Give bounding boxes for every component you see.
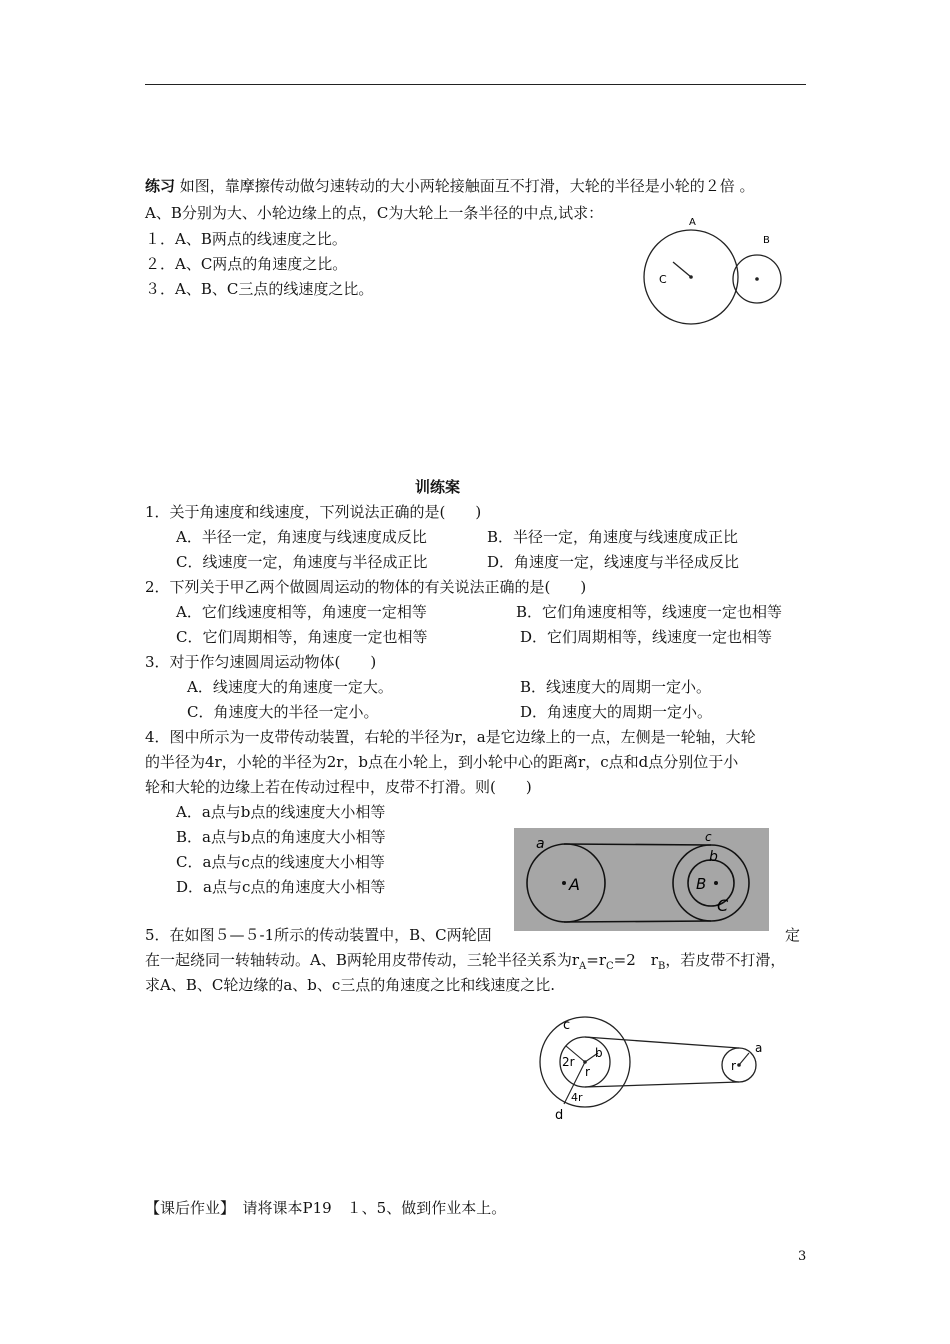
fig3-label-c: c — [563, 1018, 571, 1033]
q5-stem-1-right: 定 — [785, 926, 801, 944]
fig3-label-b: b — [595, 1046, 603, 1060]
page-number: 3 — [798, 1249, 807, 1264]
q2-option-c: C．它们周期相等，角速度一定也相等 — [176, 628, 428, 646]
fig3-label-ra: r — [731, 1059, 736, 1073]
header-rule — [145, 84, 806, 85]
q4-option-a: A．a点与b点的线速度大小相等 — [176, 803, 386, 821]
q1-stem: 1．关于角速度和线速度，下列说法正确的是( ) — [145, 503, 482, 521]
q4-stem-2: 的半径为4r，小轮的半径为2r，b点在小轮上，到小轮中心的距离r，c点和d点分别位于小 — [145, 753, 739, 771]
q1-option-d: D．角速度一定，线速度与半径成反比 — [487, 553, 740, 571]
q5-sub-c: C — [606, 961, 614, 972]
friction-wheels-figure — [640, 212, 800, 327]
q2-option-a: A．它们线速度相等，角速度一定相等 — [176, 603, 427, 621]
practice-line-2: A、B分别为大、小轮边缘上的点，C为大轮上一条半径的中点,试求： — [145, 204, 604, 222]
training-title: 训练案 — [415, 478, 461, 496]
q5-sub-a: A — [579, 961, 587, 972]
fig2-label-c: c — [705, 830, 712, 844]
fig2-label-b: b — [709, 849, 718, 865]
q1-option-a: A．半径一定，角速度与线速度成反比 — [176, 528, 427, 546]
q3-option-d: D．角速度大的周期一定小。 — [520, 703, 713, 721]
q5-stem-2-pre: 在一起绕同一转轴转动。A、B两轮用皮带传动，三轮半径关系为r — [145, 951, 580, 969]
q2-stem: 2．下列关于甲乙两个做圆周运动的物体的有关说法正确的是( ) — [145, 578, 587, 596]
fig3-label-a: a — [755, 1041, 763, 1055]
fig3-label-2r: 2r — [562, 1055, 575, 1069]
fig3-label-r: r — [585, 1065, 590, 1079]
q3-option-a: A．线速度大的角速度一定大。 — [187, 678, 393, 696]
q4-option-d: D．a点与c点的角速度大小相等 — [176, 878, 386, 896]
q5-stem-1-left: 5．在如图５—５-1所示的传动装置中，B、C两轮固 — [145, 926, 492, 944]
q2-option-b: B．它们角速度相等，线速度一定也相等 — [516, 603, 783, 621]
fig1-label-b: B — [763, 235, 770, 246]
q5-stem-2 — [145, 950, 785, 977]
q5-stem-3: 求A、B、C轮边缘的a、b、c三点的角速度之比和线速度之比. — [145, 976, 556, 994]
fig2-label-B: B — [696, 875, 707, 893]
q3-option-c: C．角速度大的半径一定小。 — [187, 703, 379, 721]
three-wheel-figure — [525, 1012, 775, 1125]
practice-label: 练习 — [145, 177, 176, 195]
q5-eq2: =2 r — [613, 951, 658, 969]
q5-stem-2-post: ，若皮带不打滑， — [665, 951, 786, 969]
practice-item-1: １．A、B两点的线速度之比。 — [145, 230, 347, 248]
fig1-label-a: A — [689, 217, 696, 228]
fig3-label-d: d — [555, 1108, 564, 1123]
q3-option-b: B．线速度大的周期一定小。 — [520, 678, 712, 696]
q3-stem: 3．对于作匀速圆周运动物体( ) — [145, 653, 377, 671]
q4-option-c: C．a点与c点的线速度大小相等 — [176, 853, 385, 871]
q1-option-b: B．半径一定，角速度与线速度成正比 — [487, 528, 739, 546]
fig3-label-4r: 4r — [571, 1091, 583, 1104]
practice-intro: 如图，靠摩擦传动做匀速转动的大小两轮接触面互不打滑，大轮的半径是小轮的２倍 。 — [175, 177, 755, 195]
fig2-label-A: A — [569, 875, 580, 894]
belt-drive-figure — [514, 828, 769, 931]
q2-option-d: D．它们周期相等，线速度一定也相等 — [520, 628, 773, 646]
q1-option-c: C．线速度一定，角速度与半径成正比 — [176, 553, 428, 571]
q5-sub-b: B — [657, 961, 666, 972]
q4-stem-1: 4．图中所示为一皮带传动装置，右轮的半径为r，a是它边缘上的一点，左侧是一轮轴，大轮 — [145, 728, 756, 746]
q4-stem-3: 轮和大轮的边缘上若在传动过程中，皮带不打滑。则( ) — [145, 778, 532, 796]
practice-item-3: ３．A、B、C三点的线速度之比。 — [145, 280, 374, 298]
practice-line-1 — [145, 176, 755, 196]
fig1-label-c: C — [659, 273, 667, 286]
q5-eq1: =r — [586, 951, 607, 969]
homework: 【课后作业】 请将课本P19 １、5、做到作业本上。 — [145, 1199, 507, 1217]
fig2-label-C: C — [717, 896, 729, 915]
q4-option-b: B．a点与b点的角速度大小相等 — [176, 828, 386, 846]
practice-item-2: ２．A、C两点的角速度之比。 — [145, 255, 348, 273]
fig2-label-a: a — [536, 836, 545, 852]
